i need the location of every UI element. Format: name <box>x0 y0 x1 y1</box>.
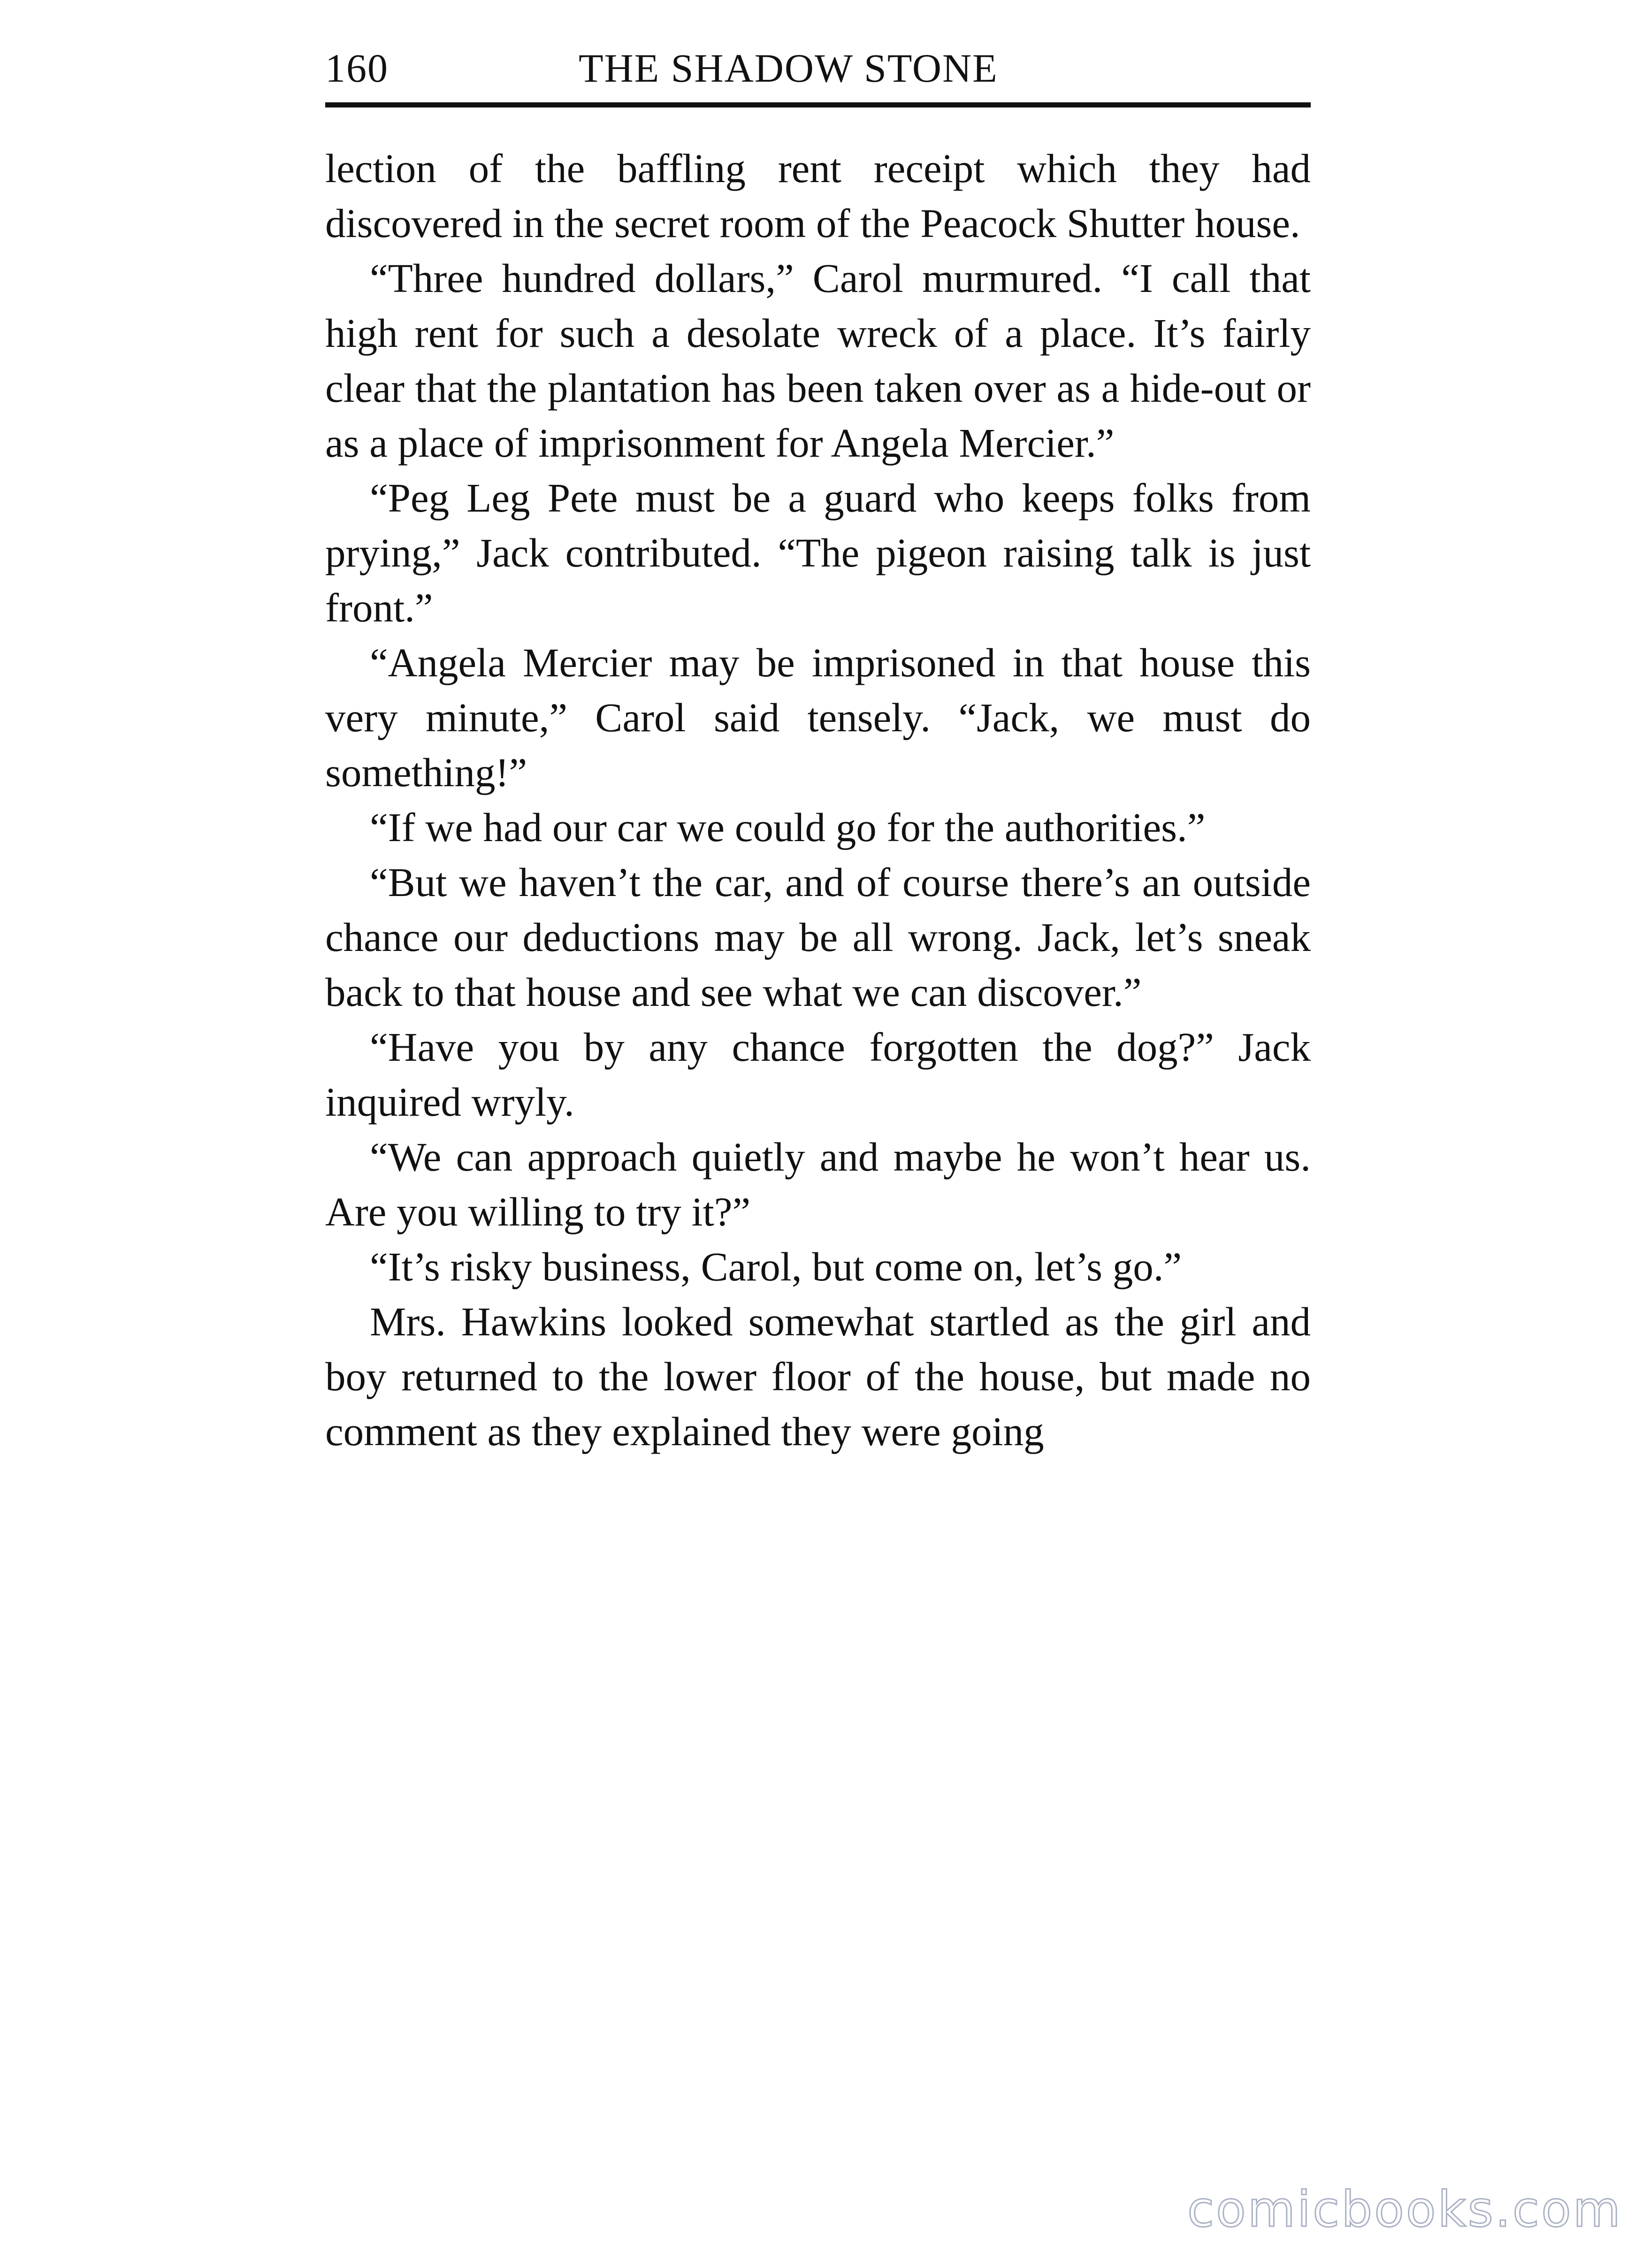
paragraph: “We can approach quietly and maybe he won’t hear us. Are you willing to try it?” <box>325 1134 1311 1234</box>
paragraph: “But we haven’t the car, and of course there’s an outside chance our deductions may be all wrong. Jack, let’s sneak back to that house and see what we can discover.” <box>325 859 1311 1015</box>
page-header <box>325 41 1311 107</box>
body-text <box>325 141 1311 1459</box>
paragraph: “Angela Mercier may be imprisoned in that house this very minute,” Carol said tensely. “Jack, we must do something!” <box>325 640 1311 795</box>
paragraph: “If we had our car we could go for the authorities.” <box>370 805 1206 850</box>
paragraph: lection of the baffling rent receipt which they had discovered in the secret room of the Peacock Shutter house. <box>325 146 1311 246</box>
paragraph: “It’s risky business, Carol, but come on, let’s go.” <box>370 1244 1182 1289</box>
running-head: THE SHADOW STONE <box>579 46 998 91</box>
page-number: 160 <box>325 46 389 91</box>
watermark-logo: comicbooks.com <box>1187 2181 1623 2238</box>
paragraph: Mrs. Hawkins looked somewhat startled as the girl and boy returned to the lower floor of the house, but made no comment as they explained they were going <box>325 1299 1311 1454</box>
paragraph: “Peg Leg Pete must be a guard who keeps folks from prying,” Jack contributed. “The pigeon raising talk is just front.” <box>325 475 1311 630</box>
paragraph: “Three hundred dollars,” Carol murmured. “I call that high rent for such a desolate wreck of a place. It’s fairly clear that the plantation has been taken over as a hide-out or as a place of imprisonment for Angela Mercier.” <box>325 255 1311 466</box>
paragraph: “Have you by any chance forgotten the dog?” Jack inquired wryly. <box>325 1024 1311 1125</box>
